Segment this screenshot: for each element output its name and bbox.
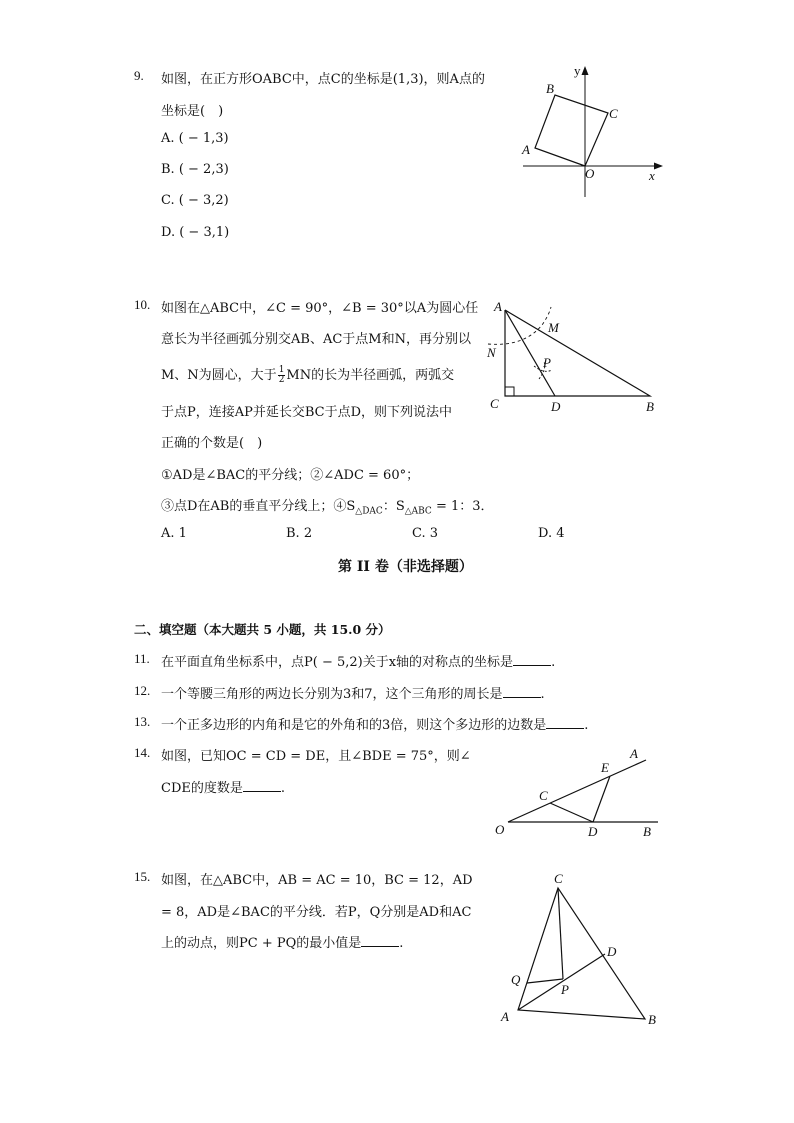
point-label-p: P	[561, 982, 569, 997]
question-text-line: = 8，AD是∠BAC的平分线．若P，Q分别是AD和AC	[161, 905, 472, 920]
question-text-line: 如图，在△ABC中，AB = AC = 10，BC = 12，AD	[161, 873, 473, 888]
point-label-o: O	[495, 822, 505, 837]
point-label-n: N	[487, 345, 496, 360]
question-number: 12.	[134, 683, 151, 698]
question-text-line: 坐标是( )	[161, 104, 224, 119]
point-label-d: D	[588, 824, 598, 839]
question-text-line: 于点P，连接AP并延长交BC于点D，则下列说法中	[161, 405, 453, 420]
answer-blank[interactable]	[361, 934, 399, 947]
fraction: $\frac{1}{2}$	[278, 365, 285, 385]
option-a[interactable]: A. ( − 1,3)	[161, 131, 229, 146]
question-text-line: 一个正多边形的内角和是它的外角和的3倍，则这个多边形的边数是 .	[161, 718, 589, 733]
part-title: 第 II 卷（非选择题）	[338, 559, 473, 575]
isosceles-triangle-figure	[494, 866, 669, 1036]
answer-blank[interactable]	[243, 779, 281, 792]
question-text-line: 意长为半径画弧分别交AB、AC于点M和N，再分别以	[161, 332, 471, 347]
point-label-b: B	[546, 81, 554, 96]
axis-label-y: y	[574, 63, 581, 78]
option-c[interactable]: C. 3	[412, 526, 439, 541]
point-label-b: B	[643, 824, 651, 839]
option-c[interactable]: C. ( − 3,2)	[161, 193, 229, 208]
question-text-line: CDE的度数是 .	[161, 781, 286, 796]
option-d[interactable]: D. 4	[538, 526, 565, 541]
answer-blank[interactable]	[513, 653, 551, 666]
point-label-b: B	[646, 399, 654, 414]
point-label-d: D	[607, 944, 617, 959]
axis-label-x: x	[649, 168, 655, 183]
point-label-a: A	[494, 299, 502, 314]
point-label-d: D	[551, 399, 561, 414]
question-number: 10.	[134, 297, 151, 312]
statement-line: ③点D在AB的垂直平分线上；$④S_{\triangle DAC}$：$S_{\triangle ABC} = 1$：3．	[161, 499, 494, 517]
question-number: 13.	[134, 714, 151, 729]
option-b[interactable]: B. 2	[286, 526, 313, 541]
statement-line: ①AD是∠BAC的平分线；②∠ADC = 60°；	[161, 468, 420, 483]
question-number: 15.	[134, 869, 151, 884]
point-label-m: M	[548, 320, 559, 335]
question-number: 11.	[134, 651, 150, 666]
question-number: 9.	[134, 68, 144, 83]
point-label-o: O	[585, 166, 595, 181]
question-number: 14.	[134, 745, 151, 760]
option-a[interactable]: A. 1	[161, 526, 187, 541]
point-label-a: A	[630, 746, 638, 761]
question-text-line: 正确的个数是( )	[161, 436, 263, 451]
question-text-line: 一个等腰三角形的两边长分别为3和7，这个三角形的周长是 .	[161, 687, 545, 702]
answer-blank[interactable]	[503, 685, 541, 698]
question-text-line: 如图，在正方形OABC中，点C的坐标是(1,3)，则A点的	[161, 72, 485, 87]
question-text-line: 在平面直角坐标系中，点P( − 5,2)关于x轴的对称点的坐标是 .	[161, 655, 556, 670]
point-label-a: A	[501, 1009, 509, 1024]
point-label-e: E	[601, 760, 609, 775]
option-d[interactable]: D. ( − 3,1)	[161, 225, 230, 240]
point-label-q: Q	[511, 972, 521, 987]
point-label-c: C	[490, 396, 499, 411]
section-title: 二、填空题（本大题共 5 小题，共 15.0 分）	[134, 622, 391, 637]
point-label-c: C	[609, 106, 618, 121]
point-label-a: A	[522, 142, 530, 157]
question-text-line: M、N为圆心，大于 $\frac{1}{2}$ MN的长为半径画弧，两弧交	[161, 365, 455, 385]
square-coordinate-figure	[515, 62, 665, 202]
point-label-c: C	[554, 871, 563, 886]
question-text-line: 如图，已知OC = CD = DE，且∠BDE = 75°，则∠	[161, 749, 471, 764]
question-text-line: 如图在△ABC中，∠C = 90°，∠B = 30°以A为圆心任	[161, 301, 479, 316]
point-label-b: B	[648, 1012, 656, 1027]
option-b[interactable]: B. ( − 2,3)	[161, 162, 229, 177]
point-label-p: P	[543, 355, 551, 370]
answer-blank[interactable]	[546, 716, 584, 729]
question-text-line: 上的动点，则PC + PQ的最小值是 .	[161, 936, 404, 951]
triangle-angle-bisector-figure	[484, 295, 664, 417]
angle-figure	[492, 740, 667, 840]
point-label-c: C	[539, 788, 548, 803]
